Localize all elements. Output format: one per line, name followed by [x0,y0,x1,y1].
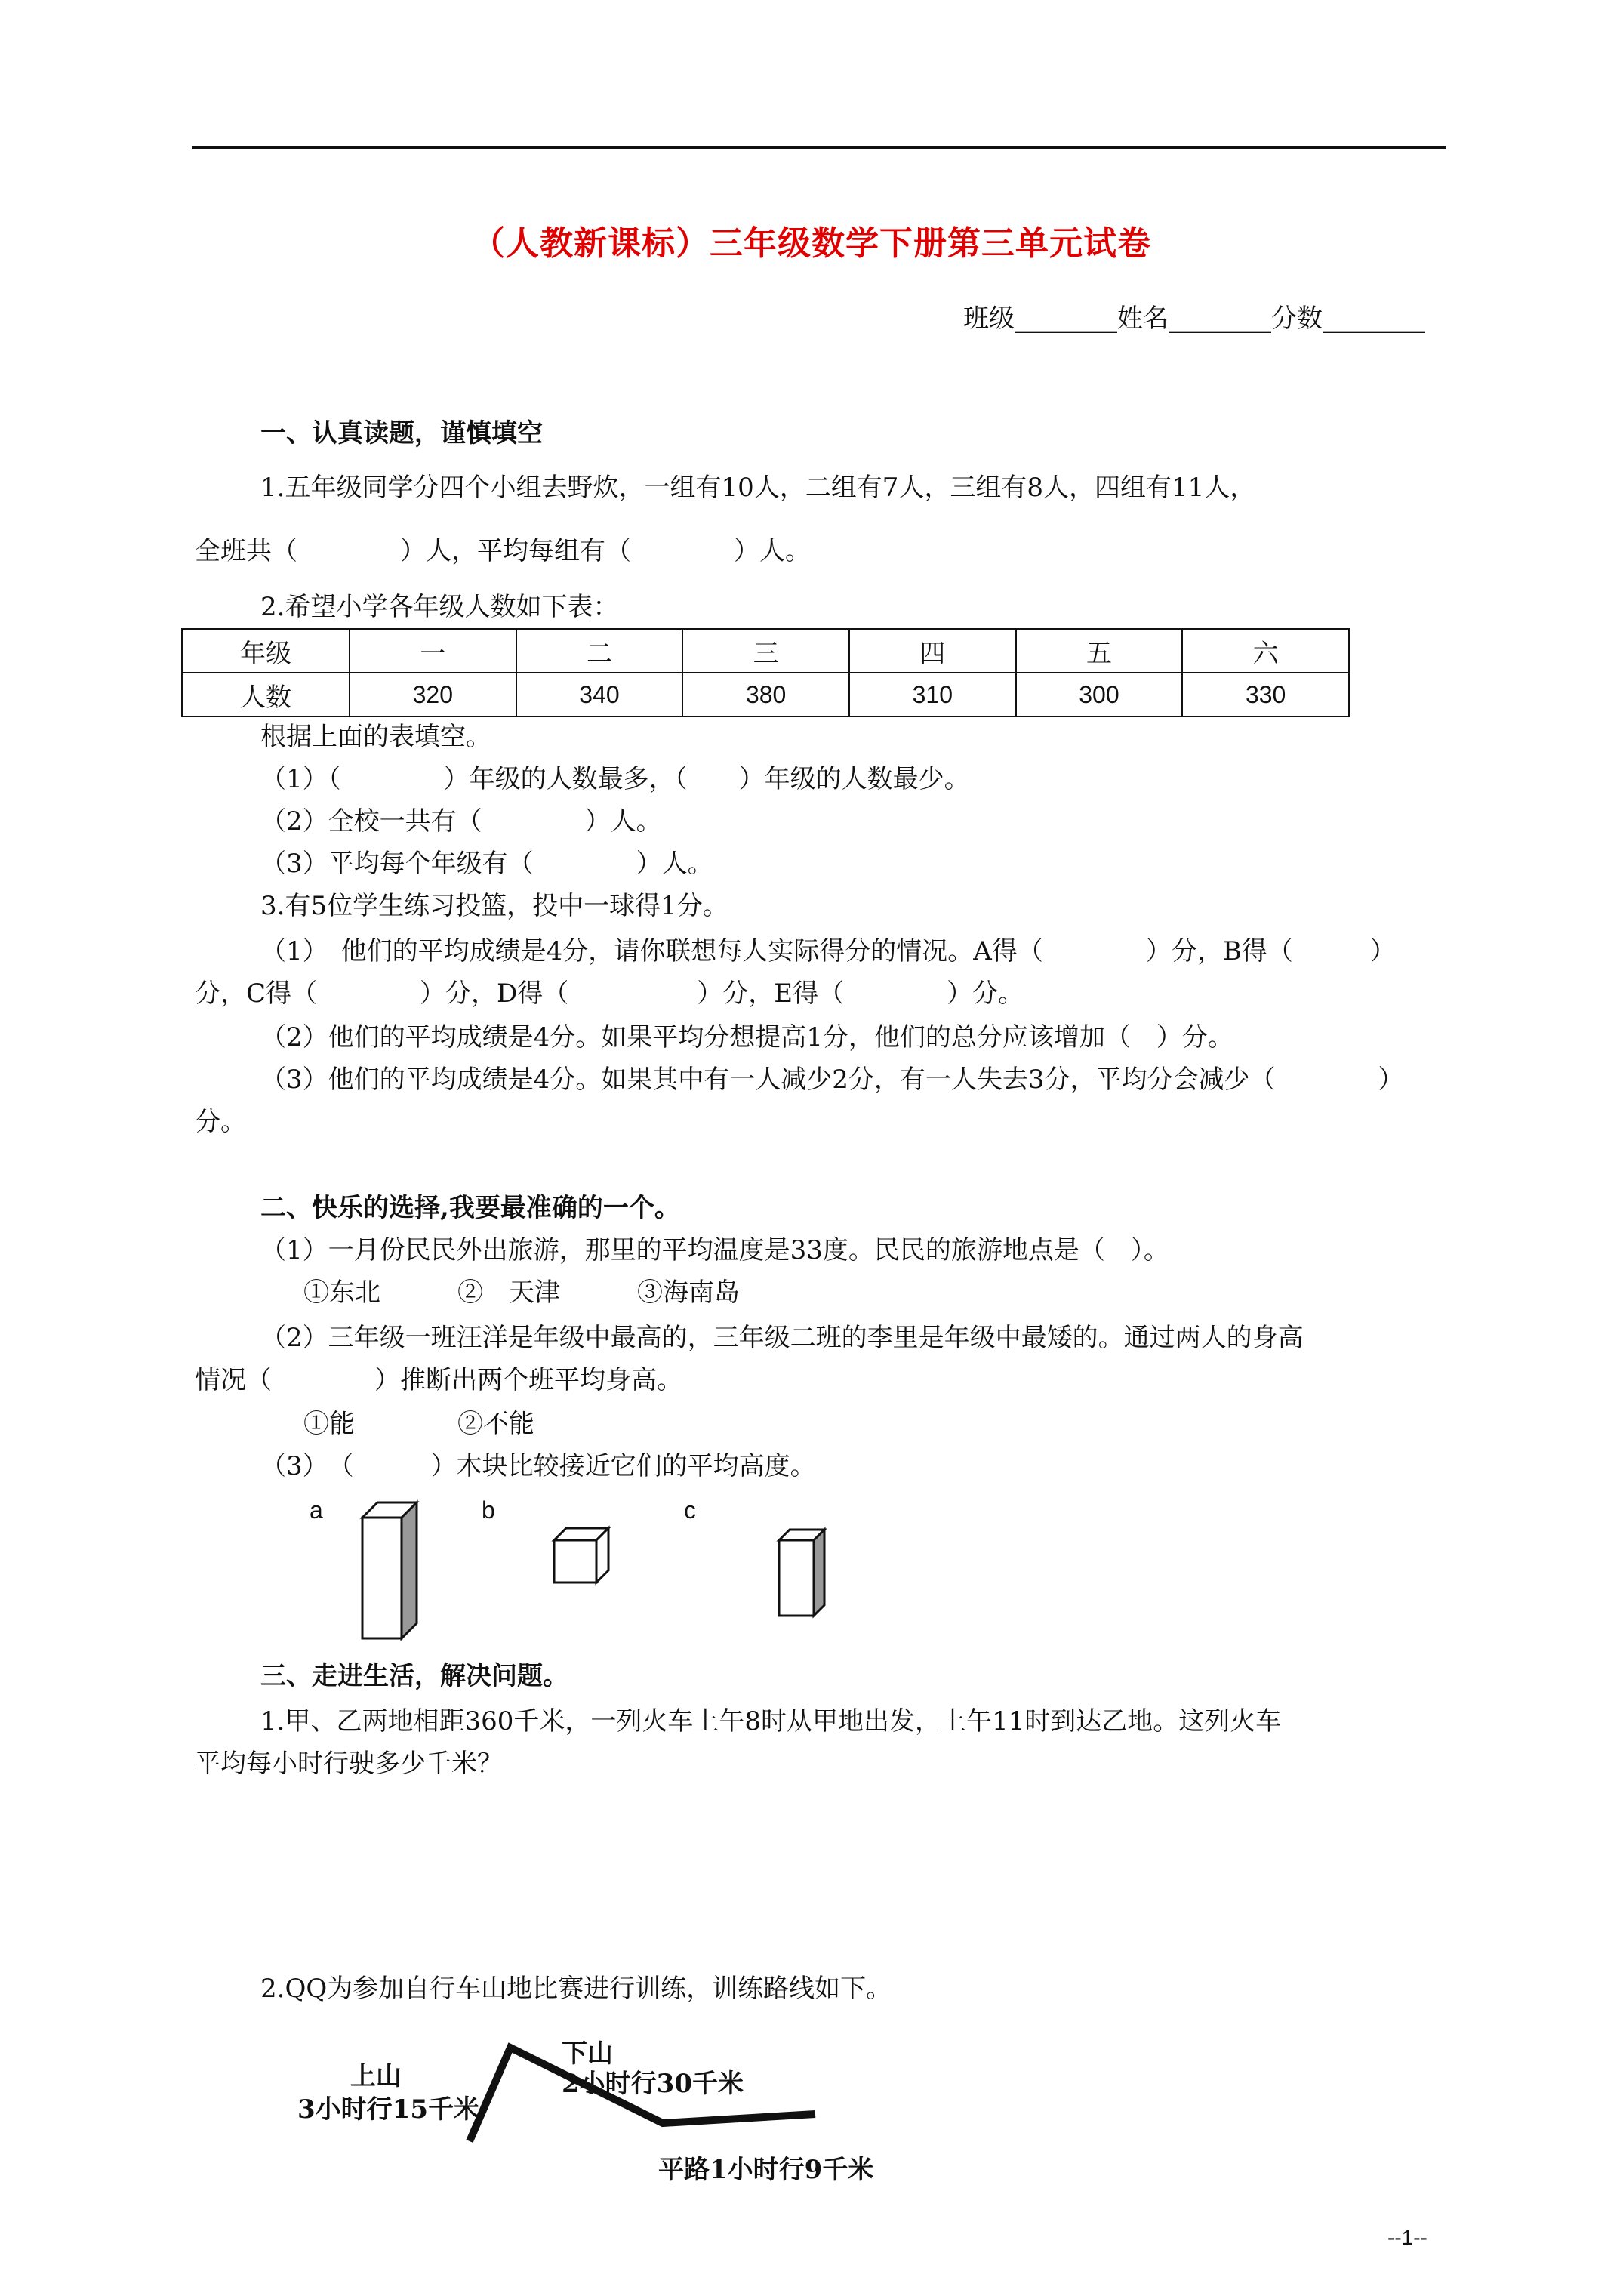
section2-q3: （3） （ ）木块比较接近它们的平均高度。 [260,1451,816,1481]
section1-q2-after: 根据上面的表填空。 [260,722,491,752]
table-cell-count: 300 [1016,673,1183,717]
class-name-score-line: 班级________姓名________分数________ [963,304,1425,334]
flat-road-label: 平路1小时行9千米 [658,2155,874,2185]
downhill-detail: 2小时行30千米 [562,2069,744,2099]
downhill-title: 下山 [562,2039,613,2069]
section1-heading: 一、认真读题，谨慎填空 [260,418,543,448]
document-title: （人教新课标）三年级数学下册第三单元试卷 [472,224,1151,263]
section1-q2-sub3: （3）平均每个年级有（ ）人。 [260,849,713,879]
table-cell-grade: 六 [1182,629,1349,673]
section1-q3-sub3-line1: （3）他们的平均成绩是4分。如果其中有一人减少2分，有一人失去3分，平均分会减少（ ） [260,1065,1404,1095]
section1-q1-line2: 全班共（ ）人，平均每组有（ ）人。 [195,536,811,566]
page-number: --1-- [1387,2226,1427,2249]
section1-q1-line1: 1.五年级同学分四个小组去野炊，一组有10人，二组有7人，三组有8人，四组有11人， [260,473,1256,503]
section1-q3-sub2: （2）他们的平均成绩是4分。如果平均分想提高1分，他们的总分应该增加（ ）分。 [260,1022,1233,1052]
section2-q1: （1）一月份民民外出旅游，那里的平均温度是33度。民民的旅游地点是（ ）。 [260,1235,1169,1265]
uphill-detail: 3小时行15千米 [297,2094,479,2125]
section2-q1-options: ①东北 ② 天津 ③海南岛 [303,1277,740,1308]
section2-q2-options: ①能 ②不能 [303,1409,534,1439]
section2-heading: 二、快乐的选择,我要最准确的一个。 [260,1193,680,1223]
table-cell-count: 310 [849,673,1016,717]
section2-q2-line2: 情况（ ）推断出两个班平均身高。 [195,1365,682,1395]
block-label-a: a [310,1496,323,1524]
section3-q1-line2: 平均每小时行驶多少千米？ [195,1749,503,1779]
section2-q2-line1: （2）三年级一班汪洋是年级中最高的，三年级二班的李里是年级中最矮的。通过两人的身高 [260,1323,1304,1353]
table-cell-grade: 五 [1016,629,1183,673]
section1-q3-sub3-line2: 分。 [195,1107,246,1137]
uphill-title: 上山 [350,2061,402,2091]
block-label-b: b [482,1496,495,1524]
table-cell-grade: 二 [516,629,683,673]
section1-q2-sub1: （1）（ ）年级的人数最多，（ ）年级的人数最少。 [260,764,970,794]
table-cell-grade: 四 [849,629,1016,673]
table-cell-grade: 三 [682,629,849,673]
table-cell-count: 320 [350,673,516,717]
section3-heading: 三、走进生活，解决问题。 [260,1661,568,1691]
table-cell-count: 330 [1182,673,1349,717]
section3-q1-line1: 1.甲、乙两地相距360千米，一列火车上午8时从甲地出发，上午11时到达乙地。这列火车 [260,1706,1282,1737]
section1-q2-sub2: （2）全校一共有（ ）人。 [260,806,662,837]
table-row-label: 人数 [182,673,350,717]
table-cell-count: 380 [682,673,849,717]
table-cell-count: 340 [516,673,683,717]
table-header-label: 年级 [182,629,350,673]
section3-q2: 2.QQ为参加自行车山地比赛进行训练，训练路线如下。 [260,1974,892,2004]
section1-q3-sub1-line2: 分，C得（ ）分，D得（ ）分，E得（ ）分。 [195,978,1024,1009]
table-cell-grade: 一 [350,629,516,673]
section1-q3-sub1-line1: （1） 他们的平均成绩是4分，请你联想每人实际得分的情况。A得（ ）分，B得（ ） [260,936,1396,966]
section1-q2-intro: 2.希望小学各年级人数如下表： [260,592,619,622]
block-label-c: c [684,1496,696,1524]
section1-q3-intro: 3.有5位学生练习投篮，投中一球得1分。 [260,891,728,921]
